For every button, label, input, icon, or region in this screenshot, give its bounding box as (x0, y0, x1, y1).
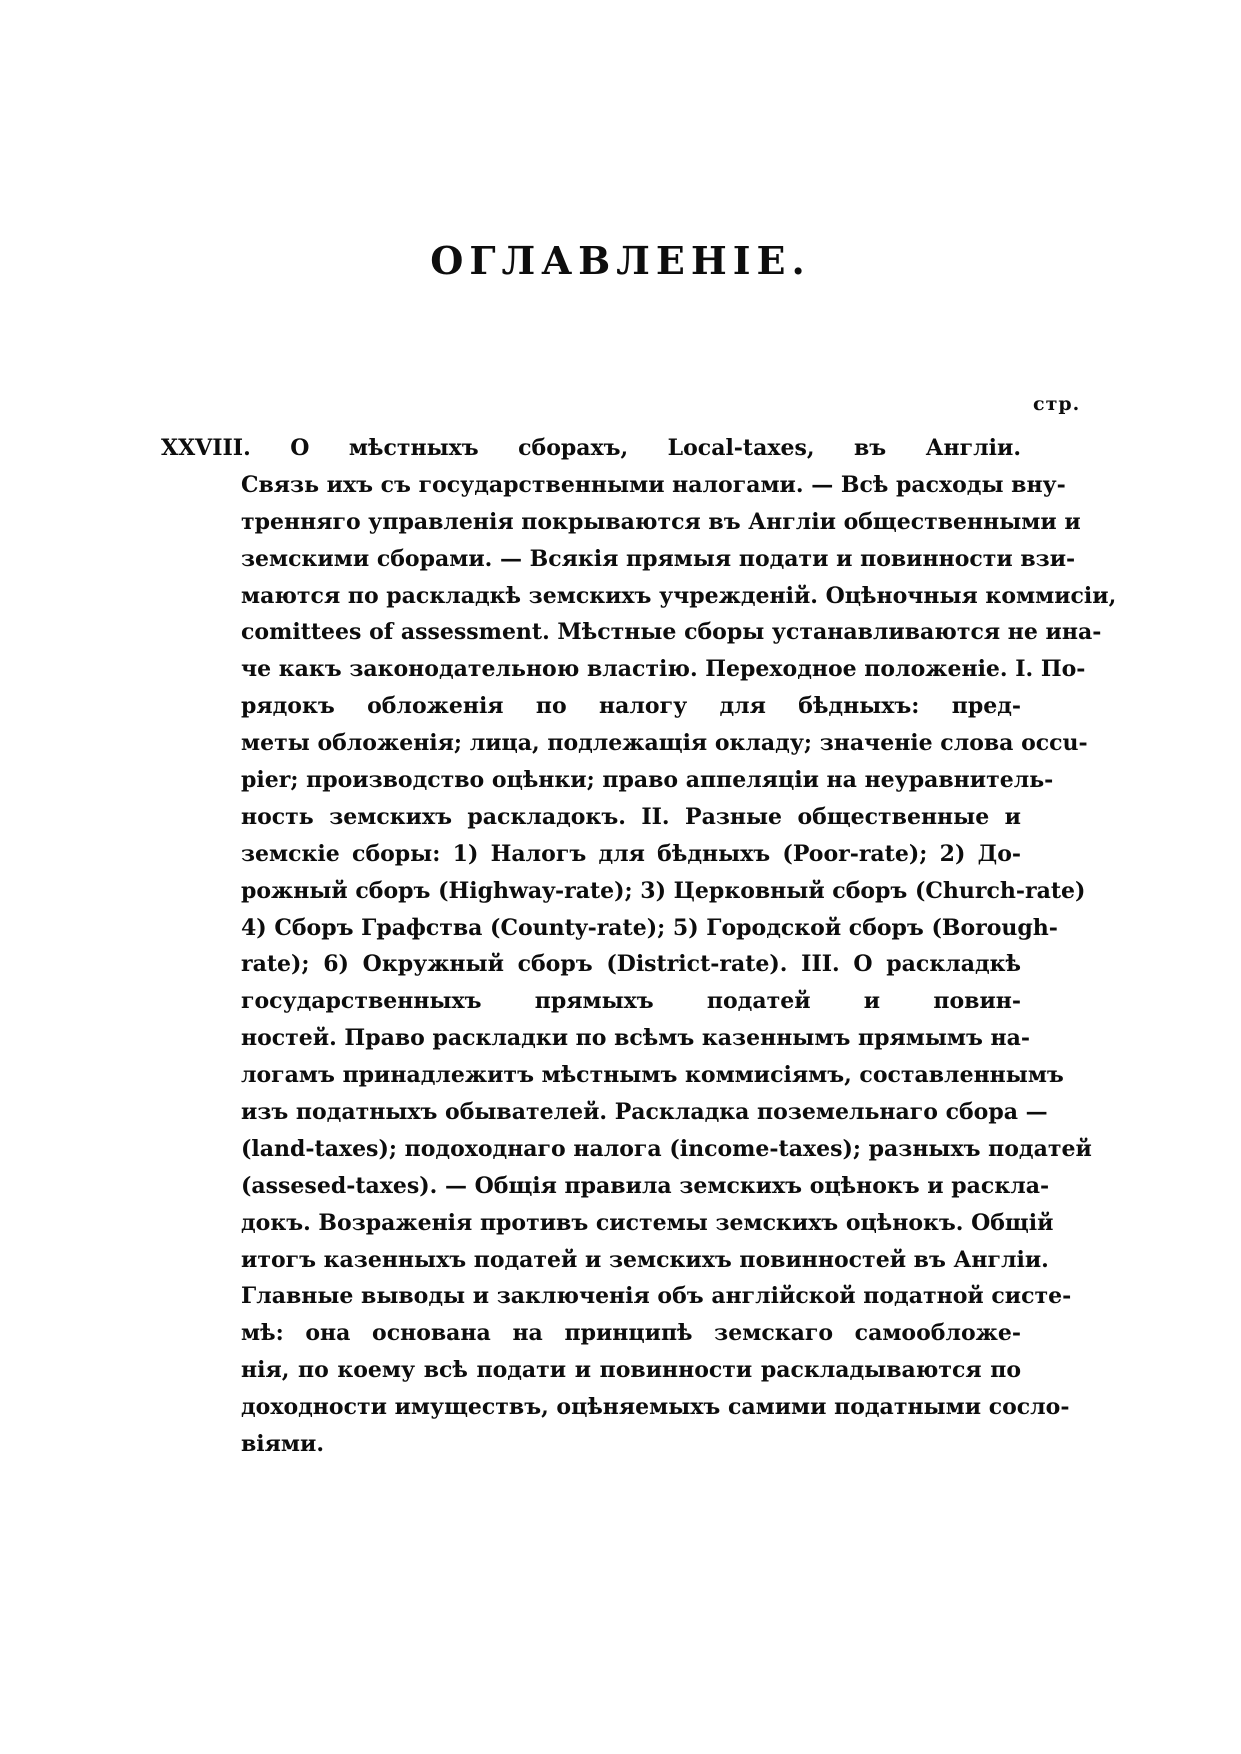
page-title: ОГЛАВЛЕНIЕ. (430, 238, 811, 283)
toc-entry-line: rate); 6) Окружный сборъ (District-rate). III. О раскладкѣ (241, 951, 1021, 978)
toc-entry-line: нiя, по коему всѣ подати и повинности раскладываются по (241, 1357, 1021, 1384)
toc-entry-line: че какъ законодательною властiю. Переходное положенiе. I. По- (241, 656, 1086, 683)
toc-entry-line: докъ. Возраженiя противъ системы земскихъ оцѣнокъ. Общiй (241, 1209, 1054, 1236)
toc-entry-line: ностей. Право раскладки по всѣмъ казеннымъ прямымъ на- (241, 1025, 1031, 1052)
toc-entry-line: ность земскихъ раскладокъ. II. Разные общественные и (241, 803, 1021, 830)
toc-entry-line: маются по раскладкѣ земскихъ учрежденiй. Оцѣночныя коммисiи, (241, 582, 1117, 609)
toc-entry-line: (land-taxes); подоходнаго налога (income-taxes); разныхъ податей (241, 1135, 1092, 1162)
toc-entry-line: мѣ: она основана на принципѣ земскаго самообложе- (241, 1320, 1021, 1347)
toc-entry-line: земскими сборами. — Всякiя прямыя подати и повинности взи- (241, 545, 1076, 572)
toc-entry-line: доходности имуществъ, оцѣняемыхъ самими податными сосло- (241, 1394, 1070, 1421)
toc-entry-line: вiями. (241, 1431, 324, 1458)
toc-entry-line: рожный сборъ (Highway-rate); 3) Церковный сборъ (Church-rate) (241, 877, 1086, 904)
toc-entry (161, 430, 1117, 1463)
toc-entry-line: итогъ казенныхъ податей и земскихъ повинностей въ Англiи. (241, 1246, 1049, 1273)
toc-entry-line: меты обложенiя; лица, подлежащiя окладу; значенiе слова occu- (241, 730, 1088, 757)
toc-entry-line: О мѣстныхъ сборахъ, Local-taxes, въ Англiи. (290, 435, 1021, 461)
toc-entry-line: pier; производство оцѣнки; право аппеляцiи на неуравнитель- (241, 767, 1054, 794)
toc-entry-line: земскiе сборы: 1) Налогъ для бѣдныхъ (Poor-rate); 2) До- (241, 840, 1021, 867)
toc-entry-number: XXVIII. (161, 435, 251, 461)
toc-entry-line: Главные выводы и заключенiя объ англiйской податной систе- (241, 1283, 1072, 1310)
toc-entry-line: рядокъ обложенiя по налогу для бѣдныхъ: пред- (241, 693, 1021, 720)
toc-entry-line: логамъ принадлежитъ мѣстнымъ коммисiямъ, составленнымъ (241, 1062, 1064, 1089)
toc-entry-line: 4) Сборъ Графства (County-rate); 5) Городской сборъ (Borough- (241, 914, 1058, 941)
toc-entry-line: Связь ихъ съ государственными налогами. — Всѣ расходы вну- (241, 471, 1066, 498)
toc-entry-heading-line (161, 430, 1021, 467)
toc-entry-line: государственныхъ прямыхъ податей и повин- (241, 988, 1021, 1015)
toc-entry-line: comittees of assessment. Мѣстные сборы устанавливаются не ина- (241, 619, 1102, 646)
toc-entry-line: (assesed-taxes). — Общiя правила земскихъ оцѣнокъ и раскла- (241, 1172, 1050, 1199)
toc-entry-line: тренняго управленiя покрываются въ Англiи общественными и (241, 508, 1081, 535)
toc-entry-line: изъ податныхъ обывателей. Раскладка поземельнаго сбора — (241, 1099, 1048, 1126)
page-column-label: стр. (1033, 393, 1081, 415)
